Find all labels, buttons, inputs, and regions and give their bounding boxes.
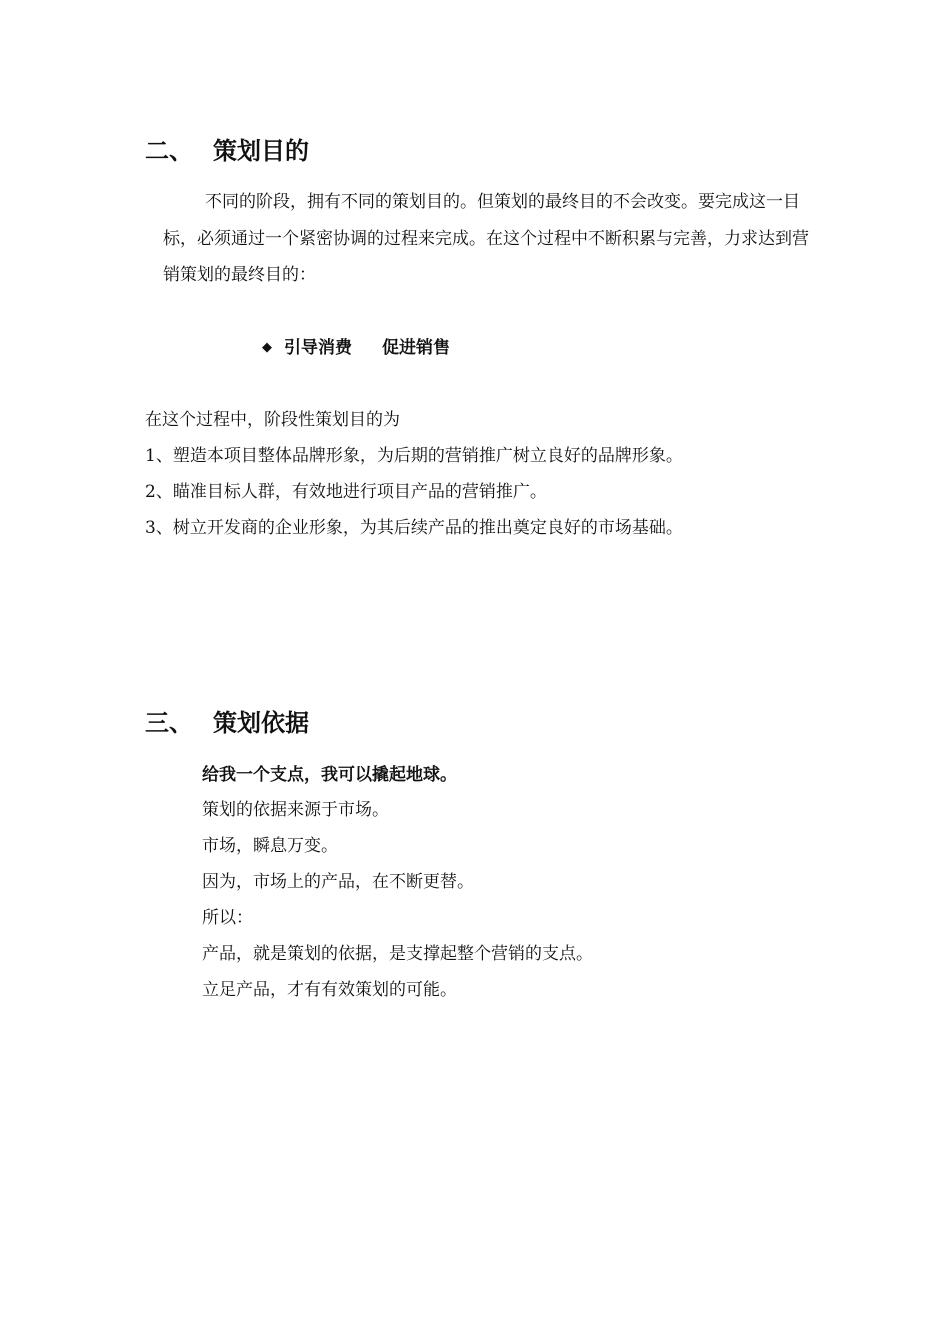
list-item: 1、塑造本项目整体品牌形象，为后期的营销推广树立良好的品牌形象。 [145,446,683,466]
section-2-paragraph-text: 不同的阶段，拥有不同的策划目的。但策划的最终目的不会改变。要完成这一目标，必须通过一个紧密协调的过程来完成。在这个过程中不断积累与完善，力求达到营销策划的最终目的： [163,192,809,285]
archimedes-quote: 给我一个支点，我可以撬起地球。 [202,765,457,785]
section-2-title: 策划目的 [213,137,309,165]
list-item: 3、树立开发商的企业形象，为其后续产品的推出奠定良好的市场基础。 [145,518,683,538]
goal-bullet-part-1: 引导消费 [284,338,352,358]
goal-bullet-part-2: 促进销售 [382,338,450,358]
list-item: 2、瞄准目标人群，有效地进行项目产品的营销推广。 [145,482,547,502]
basis-line: 立足产品，才有有效策划的可能。 [202,980,457,1000]
section-2-heading [145,136,309,166]
section-2-paragraph [163,184,813,294]
basis-line: 所以： [202,908,253,928]
basis-line: 策划的依据来源于市场。 [202,800,389,820]
basis-line: 因为，市场上的产品，在不断更替。 [202,872,474,892]
section-2-number: 二、 [145,137,193,165]
goal-bullet [262,336,450,362]
section-3-number: 三、 [145,709,193,737]
section-3-heading [145,708,309,738]
basis-line: 产品，就是策划的依据，是支撑起整个营销的支点。 [202,944,593,964]
section-3-title: 策划依据 [213,709,309,737]
basis-line: 市场，瞬息万变。 [202,836,338,856]
diamond-bullet-icon: ◆ [262,340,272,355]
stage-goals-intro: 在这个过程中，阶段性策划目的为 [145,410,400,430]
